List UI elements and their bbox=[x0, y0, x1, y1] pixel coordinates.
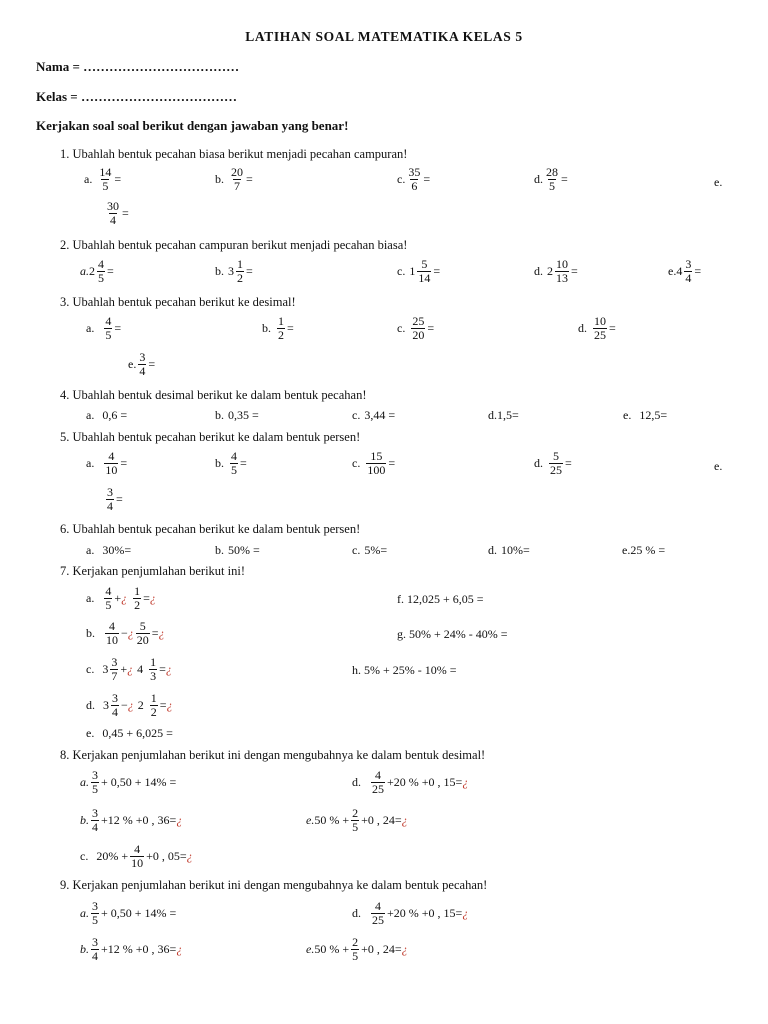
q7-c: c. 3 $\frac{3}{7}$ + ¿ 4 $\frac{1}{3}$ = ¿ bbox=[86, 655, 172, 683]
q5-b: b. $\frac{4}{5}$ = bbox=[215, 449, 247, 477]
q4-e: e. 12,5= bbox=[623, 408, 668, 422]
q8-e: e. 50 % + $\frac{2}{5}$ +0 , 24= ¿ bbox=[306, 806, 408, 834]
q7-d: d. 3 $\frac{3}{4}$ − ¿ 2 $\frac{1}{2}$ = ¿ bbox=[86, 691, 173, 719]
q2-c: c. 1 $\frac{5}{14}$ = bbox=[397, 257, 441, 285]
q6-c: c. 5%= bbox=[352, 543, 388, 557]
q5-e-label: e. bbox=[714, 459, 723, 473]
q4-a: a. 0,6 = bbox=[86, 408, 128, 422]
question-4: 4. Ubahlah bentuk desimal berikut ke dalam bentuk pecahan! bbox=[60, 388, 367, 402]
q2-d: d. 2 $\frac{10}{13}$ = bbox=[534, 257, 578, 285]
q3-a: a. $\frac{4}{5}$ = bbox=[86, 314, 122, 342]
q4-b: b. 0,35 = bbox=[215, 408, 259, 422]
q3-b: b. $\frac{1}{2}$ = bbox=[262, 314, 294, 342]
q7-a: a. $\frac{4}{5}$ + ¿ $\frac{1}{2}$ = ¿ bbox=[86, 584, 156, 612]
q1-c: c. $\frac{35}{6}$ = bbox=[397, 165, 431, 193]
q8-c: c. 20% + $\frac{4}{10}$ +0 , 05= ¿ bbox=[80, 842, 193, 870]
kelas-field: Kelas = ……………………………… bbox=[36, 89, 237, 104]
question-5: 5. Ubahlah bentuk pecahan berikut ke dalam bentuk persen! bbox=[60, 430, 361, 444]
q5-a: a. $\frac{4}{10}$ = bbox=[86, 449, 128, 477]
q1-d: d. $\frac{28}{5}$ = bbox=[534, 165, 568, 193]
q8-b: b. $\frac{3}{4}$ +12 % +0 , 36= ¿ bbox=[80, 806, 183, 834]
q2-e: e. 4 $\frac{3}{4}$ = bbox=[668, 257, 702, 285]
question-3: 3. Ubahlah bentuk pecahan berikut ke desimal! bbox=[60, 295, 296, 309]
q5-d: d. $\frac{5}{25}$ = bbox=[534, 449, 572, 477]
q2-a: a. 2 $\frac{4}{5}$ = bbox=[80, 257, 114, 285]
question-1: 1. Ubahlah bentuk pecahan biasa berikut menjadi pecahan campuran! bbox=[60, 147, 408, 161]
q3-c: c. $\frac{25}{20}$ = bbox=[397, 314, 435, 342]
page-title: LATIHAN SOAL MATEMATIKA KELAS 5 bbox=[245, 29, 523, 44]
q7-e: e. 0,45 + 6,025 = bbox=[86, 726, 173, 740]
q7-g: g. 50% + 24% - 40% = bbox=[397, 627, 508, 641]
q1-e: $\frac{30}{4}$ = bbox=[107, 199, 129, 227]
q5-e: $\frac{3}{4}$ = bbox=[107, 485, 123, 513]
q8-a: a. $\frac{3}{5}$ + 0,50 + 14% = bbox=[80, 768, 177, 796]
q3-e: e. $\frac{3}{4}$ = bbox=[128, 350, 156, 378]
q9-e: e. 50 % + $\frac{2}{5}$ +0 , 24= ¿ bbox=[306, 935, 408, 963]
q1-b: b. $\frac{20}{7}$ = bbox=[215, 165, 253, 193]
q2-b: b. 3 $\frac{1}{2}$ = bbox=[215, 257, 253, 285]
question-8: 8. Kerjakan penjumlahan berikut ini dengan mengubahnya ke dalam bentuk desimal! bbox=[60, 748, 486, 762]
q7-f: f. 12,025 + 6,05 = bbox=[397, 592, 484, 606]
q1-a: a. $\frac{14}{5}$ = bbox=[84, 165, 122, 193]
q9-a: a. $\frac{3}{5}$ + 0,50 + 14% = bbox=[80, 899, 177, 927]
question-2: 2. Ubahlah bentuk pecahan campuran berikut menjadi pecahan biasa! bbox=[60, 238, 408, 252]
q6-d: d. 10%= bbox=[488, 543, 530, 557]
q6-e: e.25 % = bbox=[622, 543, 666, 557]
q1-e-label: e. bbox=[714, 175, 723, 189]
q7-h: h. 5% + 25% - 10% = bbox=[352, 663, 457, 677]
q9-b: b. $\frac{3}{4}$ +12 % +0 , 36= ¿ bbox=[80, 935, 183, 963]
q7-b: b. $\frac{4}{10}$ − ¿ $\frac{5}{20}$ = ¿ bbox=[86, 619, 165, 647]
q9-d: d. $\frac{4}{25}$ +20 % +0 , 15= ¿ bbox=[352, 899, 469, 927]
q8-d: d. $\frac{4}{25}$ +20 % +0 , 15= ¿ bbox=[352, 768, 469, 796]
q4-c: c. 3,44 = bbox=[352, 408, 396, 422]
q5-c: c. $\frac{15}{100}$ = bbox=[352, 449, 396, 477]
q3-d: d. $\frac{10}{25}$ = bbox=[578, 314, 616, 342]
question-6: 6. Ubahlah bentuk pecahan berikut ke dalam bentuk persen! bbox=[60, 522, 361, 536]
instruction: Kerjakan soal soal berikut dengan jawaban yang benar! bbox=[36, 118, 349, 133]
q6-b: b. 50% = bbox=[215, 543, 260, 557]
q6-a: a. 30%= bbox=[86, 543, 132, 557]
q4-d: d.1,5= bbox=[488, 408, 519, 422]
question-9: 9. Kerjakan penjumlahan berikut ini dengan mengubahnya ke dalam bentuk pecahan! bbox=[60, 878, 488, 892]
question-7: 7. Kerjakan penjumlahan berikut ini! bbox=[60, 564, 246, 578]
nama-field: Nama = ……………………………… bbox=[36, 59, 240, 74]
